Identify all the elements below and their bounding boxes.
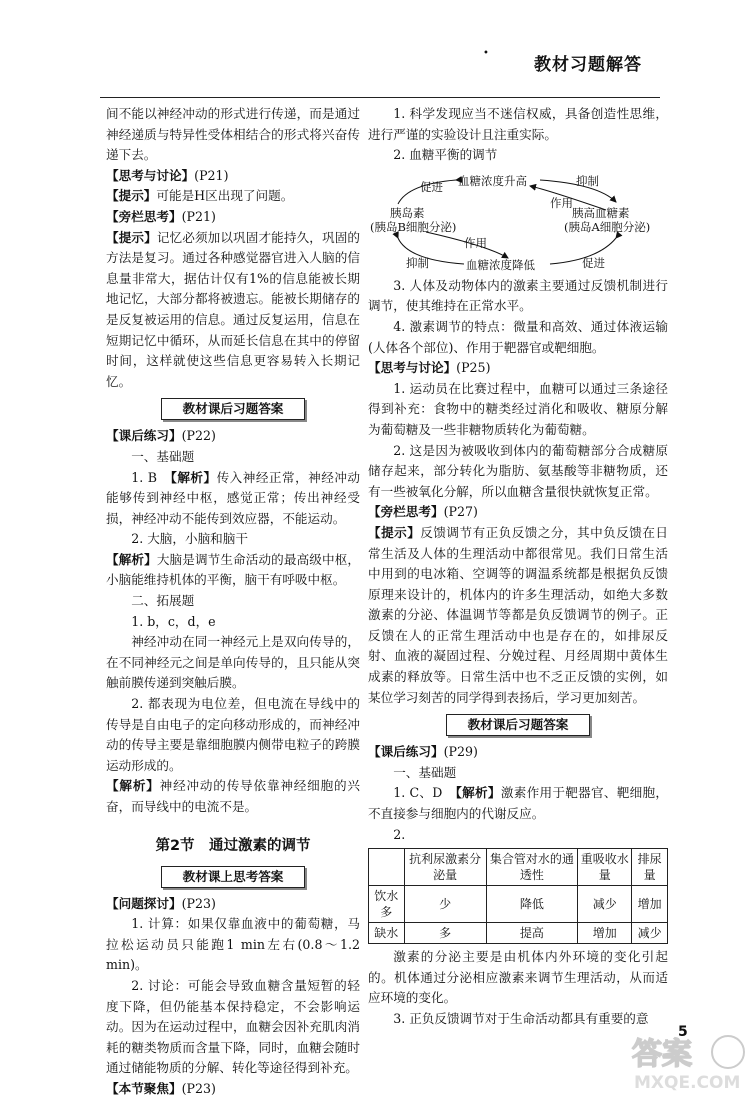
header-rule — [100, 97, 660, 98]
analysis-tag: 【解析】 — [455, 785, 501, 801]
analysis-text: 大脑是调节生命活动的最高级中枢，小脑能维持机体的平衡，脑干有呼吸中枢。 — [106, 551, 361, 588]
hint-text: 记忆必须加以巩固才能持久，巩固的方法是复习。通过各种感觉器官进入人脑的信息量非常大，据估计仅有1%的信息能被长期地记忆，大部分都将被遗忘。能被长期储存的是反复被运用的信息。通过反复运用，信息在短期记忆中循环，从而延长信息在其中的停留时间，这样就使这些信息更容易转入长期记忆。 — [106, 229, 361, 389]
table-cell: 提高 — [486, 923, 577, 944]
answer-key: 2. — [393, 826, 406, 842]
answer-text: 2. 讨论：可能会导致血糖含量短暂的轻度下降，但仍能基本保持稳定，不会影响运动。因为在运动过程中，血糖会因补充肌肉消耗的糖类物质而含量下降，同时，血糖会随时通过储能物质的分解、转化等途径得到补充。 — [106, 977, 360, 1076]
answer-key: 1. b，c，d，e — [131, 613, 216, 629]
label-promote: 促进 — [582, 255, 605, 270]
side-tag: 【旁栏思考】 — [106, 208, 182, 224]
hint-tag: 【提示】 — [106, 229, 157, 245]
table-row — [369, 923, 668, 944]
subheading: 一、基础题 — [393, 764, 457, 780]
side-heading — [368, 502, 668, 523]
table-header-cell: 抗利尿激素分泌量 — [404, 849, 486, 886]
analysis-text: 传入神经正常，神经冲动能够传到神经中枢，感觉正常；传出神经受损，神经冲动不能传到效应器，不能运动。 — [106, 469, 361, 526]
hint-text: 可能是H区出现了问题。 — [156, 188, 294, 204]
analysis-text: 激素作用于靶器官、靶细胞，不直接参与细胞内的代谢反应。 — [368, 785, 668, 822]
table-cell: 多 — [404, 923, 486, 944]
hint-text: 反馈调节有正负反馈之分，其中负反馈在日常生活及人体的生理活动中都很常见。我们日常生活中用到的电冰箱、空调等的调温系统都是根据负反馈原理来设计的，机体内的许多生理活动，如绝大多数激素的分泌、体温调节等都是负反馈调节的例子。正反馈在人的正常生理活动中也是存在的，如排尿反射、血液的凝固过程、分娩过程、月经周期中黄体生成素的释放等。日常生活中也不乏正反馈的实例，如某位学习刻苦的同学得到表扬后，学习更加刻苦。 — [368, 524, 669, 705]
table-header-cell: 集合管对水的通透性 — [486, 849, 577, 886]
answer-text: 1. 科学发现应当不迷信权威，具备创造性思维，进行严谨的实验设计且注重实际。 — [368, 106, 668, 142]
side-heading — [106, 207, 360, 228]
box-title: 教材课上思考答案 — [161, 866, 305, 888]
practice-tag: 【课后练习】 — [368, 744, 444, 760]
table-header-cell — [369, 849, 405, 886]
label-glucagon: 胰高血糖素 — [572, 205, 630, 220]
table-cell: 减少 — [632, 923, 668, 944]
hint — [106, 186, 360, 207]
analysis-tag: 【解析】 — [106, 778, 160, 794]
label-glucose-high: 血糖浓度升高 — [458, 173, 527, 188]
table-header-row — [369, 849, 668, 886]
practice-heading — [368, 742, 668, 763]
page-ref: (P21) — [194, 167, 229, 183]
answer — [106, 776, 360, 817]
answer-text: 3. 人体及动物体内的激素主要通过反馈机制进行调节，使其维持在正常水平。 — [368, 277, 668, 314]
table-cell: 饮水多 — [369, 886, 405, 923]
label-insulin: 胰岛素 — [390, 205, 425, 220]
focus-tag: 【本节聚焦】 — [106, 1080, 182, 1096]
page-ref: (P21) — [181, 208, 216, 224]
hormone-table — [368, 848, 668, 944]
answer — [106, 468, 360, 530]
think-tag: 【思考与讨论】 — [106, 167, 195, 183]
answer-text: 神经冲动在同一神经元上是双向传导的，在不同神经元之间是单向传导的，且只能从突触前膜传递到突触后膜。 — [106, 634, 360, 691]
box-title: 教材课后习题答案 — [161, 398, 305, 420]
label-promote: 促进 — [420, 179, 443, 194]
answer — [368, 783, 668, 824]
label-insulin-source: (胰岛B细胞分泌) — [370, 219, 457, 234]
header-title: 教材习题解答 — [534, 55, 642, 75]
answer — [106, 550, 360, 591]
page-header — [0, 0, 750, 112]
watermark-logo — [628, 1030, 748, 1094]
answer-text: 1. 运动员在比赛过程中，血糖可以通过三条途径得到补充：食物中的糖类经过消化和吸收、糖原分解为葡萄糖及一些非糖物质转化为葡萄糖。 — [368, 380, 668, 437]
right-column — [368, 104, 668, 1030]
hint-tag: 【提示】 — [368, 524, 421, 540]
answer-text: 激素的分泌主要是由机体内外环境的变化引起的。机体通过分泌相应激素来调节生理活动，从而适应环境的变化。 — [368, 949, 668, 1006]
page-ref: (P23) — [181, 1080, 216, 1096]
think-tag: 【思考与讨论】 — [368, 360, 457, 376]
table-cell: 减少 — [578, 886, 632, 923]
page-ref: (P22) — [181, 428, 216, 444]
answer-text: 1. 计算：如果仅靠血液中的葡萄糖，马拉松运动员只能跑1 min左右(0.8～1.2 min)。 — [106, 916, 360, 973]
table-header-cell: 重吸收水量 — [578, 849, 632, 886]
explore-heading — [106, 894, 360, 915]
table-cell: 缺水 — [369, 923, 405, 944]
answer-text: 2. 血糖平衡的调节 — [393, 147, 498, 163]
header-dot: • — [483, 48, 489, 59]
think-heading — [106, 166, 360, 187]
subheading: 一、基础题 — [131, 448, 195, 464]
page-number: 5 — [678, 1024, 688, 1040]
label-inhibit: 抑制 — [576, 173, 599, 188]
table-cell: 降低 — [486, 886, 577, 923]
answer-key: 1. C、D — [393, 785, 443, 801]
table-row — [369, 886, 668, 923]
label-glucose-low: 血糖浓度降低 — [466, 257, 535, 272]
hint — [368, 523, 668, 708]
hint-tag: 【提示】 — [106, 188, 157, 204]
page-ref: (P25) — [456, 360, 491, 376]
left-column — [106, 104, 360, 1100]
analysis-text: 神经冲动的传导依靠神经细胞的兴奋，而导线中的电流不是。 — [106, 778, 361, 814]
blood-glucose-diagram — [368, 166, 668, 276]
answer-text: 2. 这是因为被吸收到体内的葡萄糖部分合成糖原储存起来，部分转化为脂肪、氨基酸等非糖物质，还有一些被氧化分解，所以血糖含量很快就恢复正常。 — [368, 442, 668, 499]
answer-key: 2. 大脑，小脑和脑干 — [131, 531, 248, 547]
hint — [106, 228, 360, 393]
table-cell: 少 — [404, 886, 486, 923]
think-heading — [368, 358, 668, 379]
side-tag: 【旁栏思考】 — [368, 504, 444, 520]
answer-key: 1. B — [131, 469, 157, 485]
table-cell: 增加 — [578, 923, 632, 944]
table-cell: 增加 — [632, 886, 668, 923]
answer-text: 2. 都表现为电位差，但电流在导线中的传导是自由电子的定向移动形成的，而神经冲动的传导主要是靠细胞膜内侧带电粒子的跨膜运动形成的。 — [106, 696, 360, 773]
page-ref: (P27) — [443, 504, 478, 520]
box-title: 教材课后习题答案 — [446, 714, 590, 736]
page-ref: (P29) — [443, 744, 478, 760]
section-title: 第2节 通过激素的调节 — [155, 837, 311, 854]
subheading: 二、拓展题 — [131, 593, 195, 609]
table-header-cell: 排尿量 — [632, 849, 668, 886]
practice-heading — [106, 426, 360, 447]
explore-tag: 【问题探讨】 — [106, 895, 182, 911]
label-inhibit: 抑制 — [406, 255, 429, 270]
page-ref: (P23) — [181, 895, 216, 911]
watermark-text: MXQE.COM — [634, 1073, 741, 1093]
label-act: 作用 — [550, 195, 573, 210]
label-glucagon-source: (胰岛A细胞分泌) — [564, 219, 651, 234]
focus-heading — [106, 1079, 360, 1100]
answer-text: 3. 正负反馈调节对于生命活动都具有重要的意 — [393, 1011, 649, 1026]
paragraph: 间不能以神经冲动的形式进行传递，而是通过神经递质与特异性受体相结合的形式将兴奋传递下去。 — [106, 106, 360, 163]
analysis-tag: 【解析】 — [170, 469, 217, 485]
svg-text:答案: 答案 — [632, 1037, 692, 1072]
label-act: 作用 — [464, 235, 487, 250]
practice-tag: 【课后练习】 — [106, 428, 182, 444]
answer-text: 4. 激素调节的特点：微量和高效、通过体液运输(人体各个部位)、作用于靶器官或靶细胞。 — [368, 318, 668, 355]
analysis-tag: 【解析】 — [106, 551, 157, 567]
